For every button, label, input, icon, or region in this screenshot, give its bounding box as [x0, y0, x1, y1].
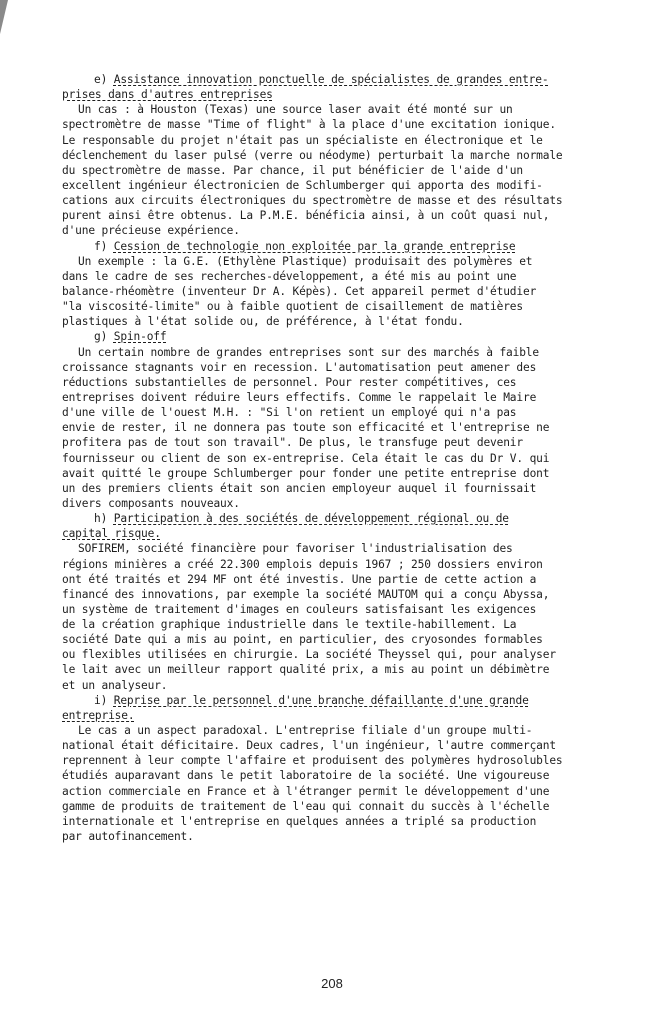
- section-heading-title: prises dans d'autres entreprises: [62, 88, 273, 102]
- section-heading: [62, 511, 622, 526]
- body-text-line: croissance stagnants voir en recession. L'automatisation peut amener des: [62, 360, 537, 374]
- body-text-line: du spectromètre de masse. Par chance, il put bénéficier de l'aide d'un: [62, 163, 523, 177]
- section-f: [62, 239, 622, 330]
- body-text-line: réductions substantielles de personnel. Pour rester compétitives, ces: [62, 375, 517, 389]
- body-text-line: cations aux circuits électroniques du spectromètre de masse et des résultats: [62, 194, 563, 208]
- scan-corner-mark: [0, 0, 8, 34]
- section-heading: [62, 693, 622, 708]
- body-text-line: plastiques à l'état solide ou, de préférence, à l'état fondu.: [62, 315, 464, 329]
- body-text-line: envie de rester, il ne donnera pas toute son efficacité et l'entreprise ne: [62, 421, 550, 435]
- section-e: [62, 72, 622, 239]
- section-i: [62, 693, 622, 844]
- section-heading-title: entreprise.: [62, 708, 135, 722]
- body-text-line: national était déficitaire. Deux cadres, l'un ingénieur, l'autre commerçant: [62, 739, 556, 753]
- body-text-line: d'une ville de l'ouest M.H. : "Si l'on retient un employé qui n'a pas: [62, 406, 517, 420]
- body-text-line: gamme de produits de traitement de l'eau qui connait du succès à l'échelle: [62, 799, 550, 813]
- body-text-line: un des premiers clients était son ancien employeur auquel il fournissait: [62, 481, 537, 495]
- section-heading: [62, 329, 622, 344]
- section-h: [62, 511, 622, 693]
- section-heading-continuation: [62, 526, 622, 541]
- document-page: [62, 72, 622, 844]
- section-heading-marker: e): [94, 73, 114, 86]
- body-text-line: fournisseur ou client de son ex-entreprise. Cela était le cas du Dr V. qui: [62, 451, 550, 465]
- body-text-line: déclenchement du laser pulsé (verre ou néodyme) perturbait la marche normale: [62, 148, 563, 162]
- section-heading-marker: i): [94, 693, 114, 707]
- section-heading-title: Cession de technologie non exploitée par la grande entreprise: [113, 239, 516, 253]
- body-text-line: Un certain nombre de grandes entreprises sont sur des marchés à faible: [78, 345, 539, 359]
- body-text-line: "la viscosité-limite" ou à faible quotient de cisaillement de matières: [62, 300, 523, 314]
- body-text-line: balance-rhéomètre (inventeur Dr A. Képès). Cet appareil permet d'étudier: [62, 284, 537, 298]
- body-text-line: étudiés auparavant dans le petit laboratoire de la société. Une vigoureuse: [62, 769, 550, 783]
- body-text-line: divers composants nouveaux.: [62, 496, 240, 510]
- body-text-line: Le cas a un aspect paradoxal. L'entreprise filiale d'un groupe multi-: [78, 724, 533, 738]
- page-number: 208: [321, 976, 343, 991]
- body-text-line: ont été traités et 294 MF ont été investis. Une partie de cette action a: [62, 572, 537, 586]
- body-text-line: profitera pas de tout son travail". De plus, le transfuge peut devenir: [62, 436, 523, 450]
- section-heading: [62, 239, 622, 254]
- section-heading-marker: h): [94, 512, 114, 526]
- section-heading-title: Assistance innovation ponctuelle de spécialistes de grandes entre-: [113, 73, 549, 86]
- body-text-line: un système de traitement d'images en couleurs satisfaisant les exigences: [62, 602, 537, 616]
- body-text-line: entreprises doivent réduire leurs effectifs. Comme le rappelait le Maire: [62, 390, 537, 404]
- body-text-line: reprennent à leur compte l'affaire et produisent des polymères hydrosolubles: [62, 754, 563, 768]
- body-text-line: Le responsable du projet n'était pas un spécialiste en électronique et le: [62, 133, 543, 147]
- body-text-line: internationale et l'entreprise en quelques années a triplé sa production: [62, 814, 537, 828]
- section-heading-title: Participation à des sociétés de développement régional ou de: [113, 512, 509, 526]
- section-heading-marker: g): [94, 330, 114, 344]
- section-heading-title: Reprise par le personnel d'une branche défaillante d'une grande: [113, 693, 529, 707]
- body-text-line: et un analyseur.: [62, 678, 168, 692]
- section-g: [62, 329, 622, 511]
- body-text-line: avait quitté le groupe Schlumberger pour fonder une petite entreprise dont: [62, 466, 550, 480]
- body-text-line: ou flexibles utilisées en chirurgie. La société Theyssel qui, pour analyser: [62, 648, 556, 662]
- section-heading: [62, 72, 622, 87]
- section-heading-title: Spin-off: [113, 330, 167, 344]
- body-text-line: Un exemple : la G.E. (Ethylène Plastique) produisait des polymères et: [78, 254, 533, 268]
- section-heading-continuation: [62, 87, 622, 102]
- section-heading-marker: f): [94, 239, 114, 253]
- body-text-line: régions minières a créé 22.300 emplois depuis 1967 ; 250 dossiers environ: [62, 557, 543, 571]
- body-text-line: de la création graphique industrielle dans le textile-habillement. La: [62, 618, 517, 632]
- section-heading-continuation: [62, 708, 622, 723]
- body-text-line: financé des innovations, par exemple la société MAUTOM qui a conçu Abyssa,: [62, 587, 550, 601]
- body-text-line: société Date qui a mis au point, en particulier, des cryosondes formables: [62, 633, 543, 647]
- body-text-line: SOFIREM, société financière pour favoriser l'industrialisation des: [78, 542, 513, 556]
- body-text-line: d'une précieuse expérience.: [62, 224, 240, 238]
- body-text-line: action commerciale en France et à l'étranger permit le développement d'une: [62, 784, 550, 798]
- body-text-line: dans le cadre de ses recherches-développement, a été mis au point une: [62, 269, 517, 283]
- body-text-line: par autofinancement.: [62, 830, 194, 844]
- section-heading-title: capital risque.: [62, 527, 161, 541]
- body-text-line: Un cas : à Houston (Texas) une source laser avait été monté sur un: [78, 103, 513, 117]
- body-text-line: excellent ingénieur électronicien de Schlumberger qui apporta des modifi-: [62, 178, 543, 192]
- body-text-line: le lait avec un meilleur rapport qualité prix, a mis au point un débimètre: [62, 663, 550, 677]
- body-text-line: purent ainsi être obtenus. La P.M.E. bénéficia ainsi, à un coût quasi nul,: [62, 209, 550, 223]
- body-text-line: spectromètre de masse "Time of flight" à la place d'une excitation ionique.: [62, 118, 556, 132]
